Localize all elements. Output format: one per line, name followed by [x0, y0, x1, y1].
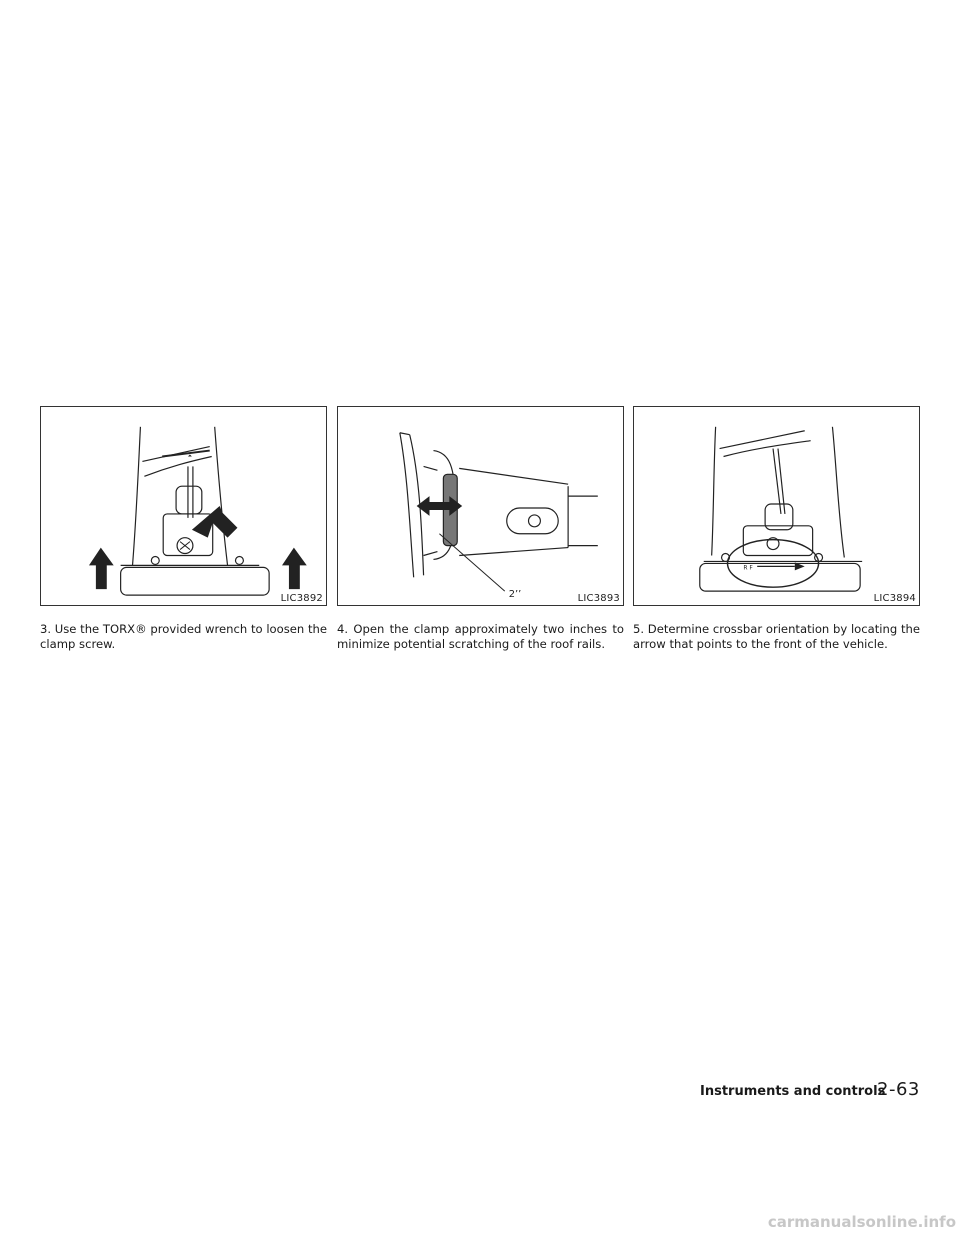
watermark: carmanualsonline.info: [767, 1213, 956, 1231]
figure-crossbar-arrow: [633, 406, 920, 606]
figure-code: LIC3894: [873, 593, 916, 604]
figure-torx-screw: [40, 406, 327, 606]
callout-two-inches: 2’’: [508, 589, 522, 601]
step-3-caption: 3. Use the TORX® provided wrench to loosen the clamp screw.: [40, 622, 327, 651]
section-title: Instruments and controls: [700, 1084, 886, 1099]
figure-code: LIC3893: [577, 593, 620, 604]
step-5-caption: 5. Determine crossbar orientation by locating the arrow that points to the front of the vehicle.: [633, 622, 920, 651]
marking-rf: R F: [743, 564, 753, 572]
figure-code: LIC3892: [280, 593, 323, 604]
page-number: 2-63: [877, 1079, 920, 1100]
illustration-loosen-clamp-screw: [41, 407, 326, 605]
step-4-caption: 4. Open the clamp approximately two inches to minimize potential scratching of the roof rails.: [337, 622, 624, 651]
figure-open-clamp: [337, 406, 624, 606]
illustration-open-clamp-two-inches: [338, 407, 623, 605]
illustration-front-arrow-location: [634, 407, 919, 605]
